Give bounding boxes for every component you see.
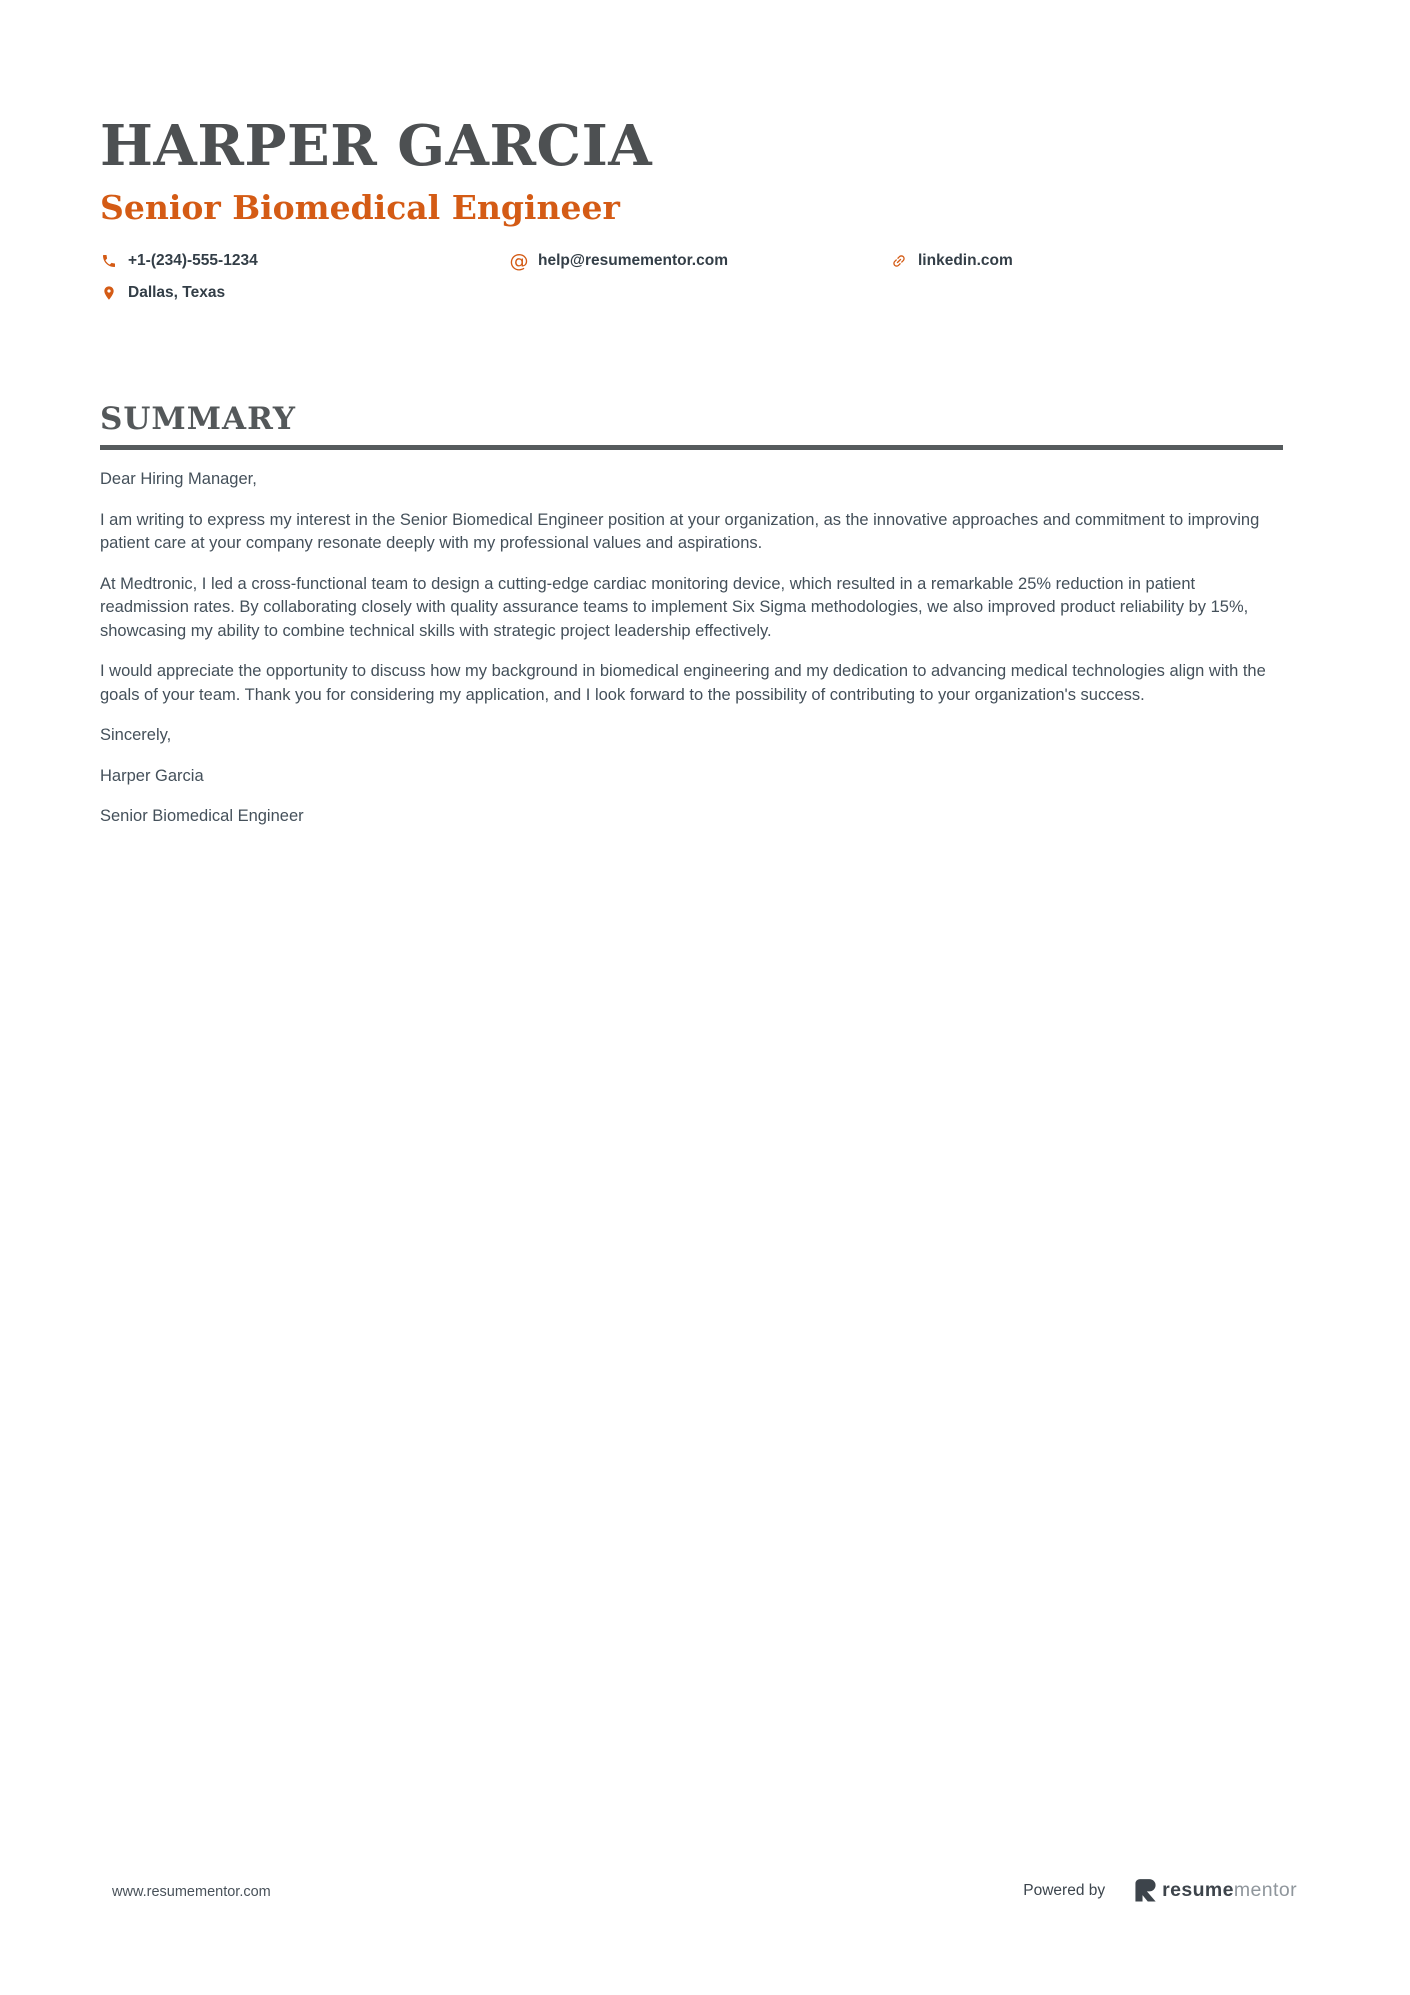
brand-text-light: mentor (1233, 1878, 1297, 1901)
brand-text-bold: resume (1162, 1878, 1234, 1901)
contact-phone (100, 252, 510, 270)
person-name: HARPER GARCIA (100, 113, 653, 179)
link-icon (890, 252, 908, 270)
footer-branding (1023, 1879, 1297, 1902)
phone-icon (100, 252, 118, 270)
resumementor-logo-text (1162, 1878, 1297, 1901)
signature-name: Harper Garcia (100, 766, 204, 785)
contact-email[interactable] (509, 249, 890, 272)
closing: Sincerely, (100, 726, 172, 745)
summary-heading: SUMMARY (100, 401, 297, 438)
salutation: Dear Hiring Manager, (100, 470, 257, 489)
summary-section (100, 402, 1283, 829)
summary-divider (100, 445, 1283, 450)
body-paragraph-3: I would appreciate the opportunity to discuss how my background in biomedical engineering and my dedication to advancing medical technologies align with the goals of your team. Thank you for considering my application, and I look forward to the possibility of contributing to your organization's success. (100, 662, 1266, 704)
letter-body (100, 468, 1283, 829)
contact-email-text: help@resumementor.com (538, 252, 728, 270)
contact-linkedin[interactable] (890, 252, 1283, 270)
resumementor-logo-icon (1135, 1879, 1156, 1902)
powered-by-label: Powered by (1023, 1881, 1106, 1899)
content-column (0, 0, 1410, 829)
contact-phone-text: +1-(234)-555-1234 (128, 252, 258, 270)
contact-location-text: Dallas, Texas (128, 284, 226, 302)
body-paragraph-2: At Medtronic, I led a cross-functional team to design a cutting-edge cardiac monitoring device, which resulted in a remarkable 25% reduction in patient readmission rates. By collaborating closely with quality assurance teams to implement Six Sigma methodologies, we also improved product reliability by 15%, showcasing my ability to combine technical skills with strategic project leadership effectively. (100, 574, 1249, 640)
pin-icon (100, 284, 118, 302)
header (100, 113, 1283, 302)
signature-title: Senior Biomedical Engineer (100, 807, 304, 826)
contact-info (100, 249, 1283, 302)
contact-location (100, 284, 510, 302)
resumementor-logo[interactable] (1135, 1879, 1297, 1902)
person-job-title: Senior Biomedical Engineer (100, 188, 620, 227)
footer-website-link[interactable]: www.resumementor.com (112, 1884, 271, 1900)
body-paragraph-1: I am writing to express my interest in the Senior Biomedical Engineer position at your organization, as the innovative approaches and commitment to improving patient care at your company resonate deeply with my professional values and aspirations. (100, 510, 1260, 553)
contact-linkedin-text: linkedin.com (918, 252, 1013, 270)
at-icon: @ (509, 249, 529, 272)
